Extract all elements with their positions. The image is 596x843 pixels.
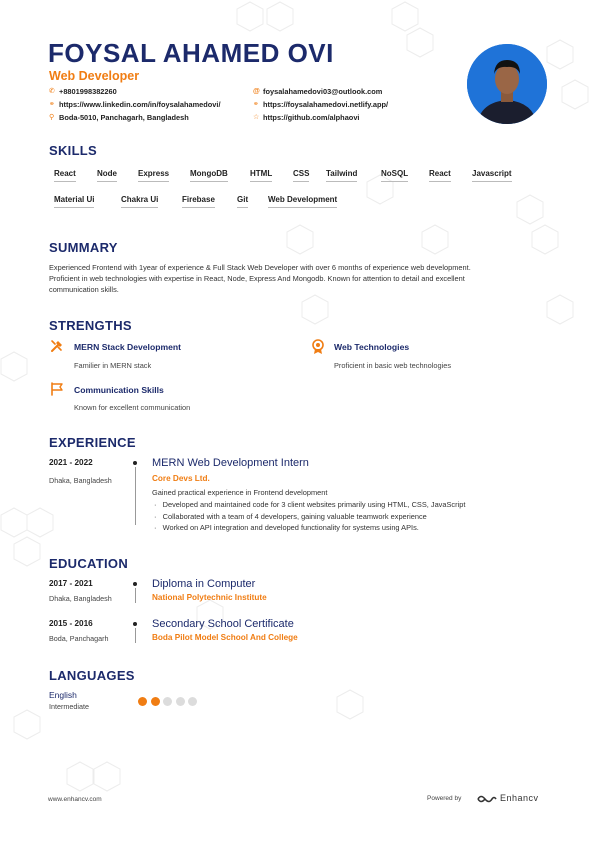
email-text: foysalahamedovi03@outlook.com	[263, 87, 383, 96]
timeline-dot	[133, 461, 137, 465]
education-dates: 2015 - 2016	[49, 619, 93, 628]
timeline-line	[135, 628, 136, 643]
tools-icon	[50, 339, 64, 353]
experience-description: Gained practical experience in Frontend development	[152, 488, 328, 497]
education-location: Dhaka, Bangladesh	[49, 594, 112, 603]
location-text: Boda-5010, Panchagarh, Bangladesh	[59, 113, 189, 122]
rating-dot-filled	[138, 697, 147, 706]
timeline-line	[135, 588, 136, 603]
summary-heading: SUMMARY	[49, 240, 118, 255]
job-title: Web Developer	[49, 69, 140, 83]
skill-tag: Tailwind	[326, 169, 357, 182]
strength-desc: Familier in MERN stack	[74, 361, 152, 370]
skill-tag: Material Ui	[54, 195, 94, 208]
powered-by-label: Powered by	[427, 795, 462, 802]
timeline-dot	[133, 582, 137, 586]
strength-title: MERN Stack Development	[74, 342, 181, 352]
timeline-line	[135, 467, 136, 525]
experience-dates: 2021 - 2022	[49, 458, 93, 467]
experience-position: MERN Web Development Intern	[152, 457, 309, 469]
language-name: English	[49, 690, 77, 700]
link-icon: ⚭	[253, 100, 259, 108]
github-contact[interactable]	[253, 113, 360, 122]
strength-desc: Proficient in basic web technologies	[334, 361, 452, 370]
strength-desc: Known for excellent communication	[74, 403, 191, 412]
skill-tag: Web Development	[268, 195, 337, 208]
summary-line-3: communication skills.	[49, 285, 119, 294]
website-contact[interactable]	[253, 100, 388, 109]
enhancv-logo-icon	[477, 793, 497, 805]
website-text: https://foysalahamedovi.netlify.app/	[263, 100, 389, 109]
phone-contact[interactable]	[49, 87, 117, 96]
phone-text: +8801998382260	[59, 87, 117, 96]
skill-tag: MongoDB	[190, 169, 228, 182]
skill-tag: Express	[138, 169, 169, 182]
education-location: Boda, Panchagarh	[49, 634, 109, 643]
footer-site[interactable]: www.enhancv.com	[48, 796, 102, 803]
award-icon	[311, 339, 325, 355]
experience-heading: EXPERIENCE	[49, 435, 136, 450]
strengths-heading: STRENGTHS	[49, 318, 132, 333]
timeline-dot	[133, 622, 137, 626]
rating-dot-filled	[151, 697, 160, 706]
experience-bullet: · Collaborated with a team of 4 developers, gaining valuable teamwork experience	[154, 512, 427, 521]
education-heading: EDUCATION	[49, 556, 129, 571]
skill-tag: NoSQL	[381, 169, 408, 182]
education-school: Boda Pilot Model School And College	[152, 633, 298, 642]
summary-line-2: Proficient in web technologies with expertise in React, Node, Express And Mongodb. Known for attention to detail and excellent	[49, 274, 465, 283]
skill-tag: HTML	[250, 169, 272, 182]
strength-title: Web Technologies	[334, 342, 410, 352]
skill-tag: React	[429, 169, 451, 182]
github-text: https://github.com/alphaovi	[263, 113, 360, 122]
summary-line-1: Experienced Frontend with 1year of experience & Full Stack Web Developer with over 6 months of experience web development.	[49, 263, 471, 272]
skill-tag: Firebase	[182, 195, 215, 208]
candidate-name: FOYSAL AHAMED OVI	[48, 38, 334, 68]
profile-photo	[467, 44, 547, 124]
skills-heading: SKILLS	[49, 143, 98, 158]
flag-icon	[50, 382, 64, 396]
experience-location: Dhaka, Bangladesh	[49, 476, 112, 485]
bullet-text: Collaborated with a team of 4 developers, gaining valuable teamwork experience	[162, 512, 427, 521]
at-icon: @	[253, 87, 260, 95]
languages-heading: LANGUAGES	[49, 668, 135, 683]
education-degree: Diploma in Computer	[152, 578, 256, 590]
rating-dot-empty	[188, 697, 197, 706]
email-contact[interactable]	[253, 87, 382, 96]
location-pin-icon: ⚲	[49, 113, 55, 121]
skill-tag: CSS	[293, 169, 309, 182]
rating-dot-empty	[176, 697, 185, 706]
skill-tag: Javascript	[472, 169, 512, 182]
linkedin-text: https://www.linkedin.com/in/foysalahamedovi/	[59, 100, 221, 109]
bullet-text: Worked on API integration and developed functionality for systems using APIs.	[162, 523, 419, 532]
education-degree: Secondary School Certificate	[152, 618, 294, 630]
skill-tag: Node	[97, 169, 117, 182]
location-contact	[49, 113, 189, 122]
language-level: Intermediate	[49, 702, 89, 711]
education-dates: 2017 - 2021	[49, 579, 93, 588]
language-rating	[138, 697, 208, 707]
experience-company: Core Devs Ltd.	[152, 474, 210, 483]
experience-bullet: · Developed and maintained code for 3 client websites primarily using HTML, CSS, JavaScript	[154, 500, 466, 509]
education-school: National Polytechnic Institute	[152, 593, 267, 602]
linkedin-contact[interactable]	[49, 100, 221, 109]
rating-dot-empty	[163, 697, 172, 706]
skill-tag: Git	[237, 195, 248, 208]
skill-tag: Chakra Ui	[121, 195, 158, 208]
enhancv-brand[interactable]: Enhancv	[500, 793, 539, 803]
star-icon: ☆	[253, 113, 260, 121]
link-icon: ⚭	[49, 100, 55, 108]
phone-icon: ✆	[49, 87, 55, 95]
strength-title: Communication Skills	[74, 385, 164, 395]
bullet-text: Developed and maintained code for 3 client websites primarily using HTML, CSS, JavaScript	[162, 500, 466, 509]
skill-tag: React	[54, 169, 76, 182]
experience-bullet: · Worked on API integration and developed functionality for systems using APIs.	[154, 523, 419, 532]
